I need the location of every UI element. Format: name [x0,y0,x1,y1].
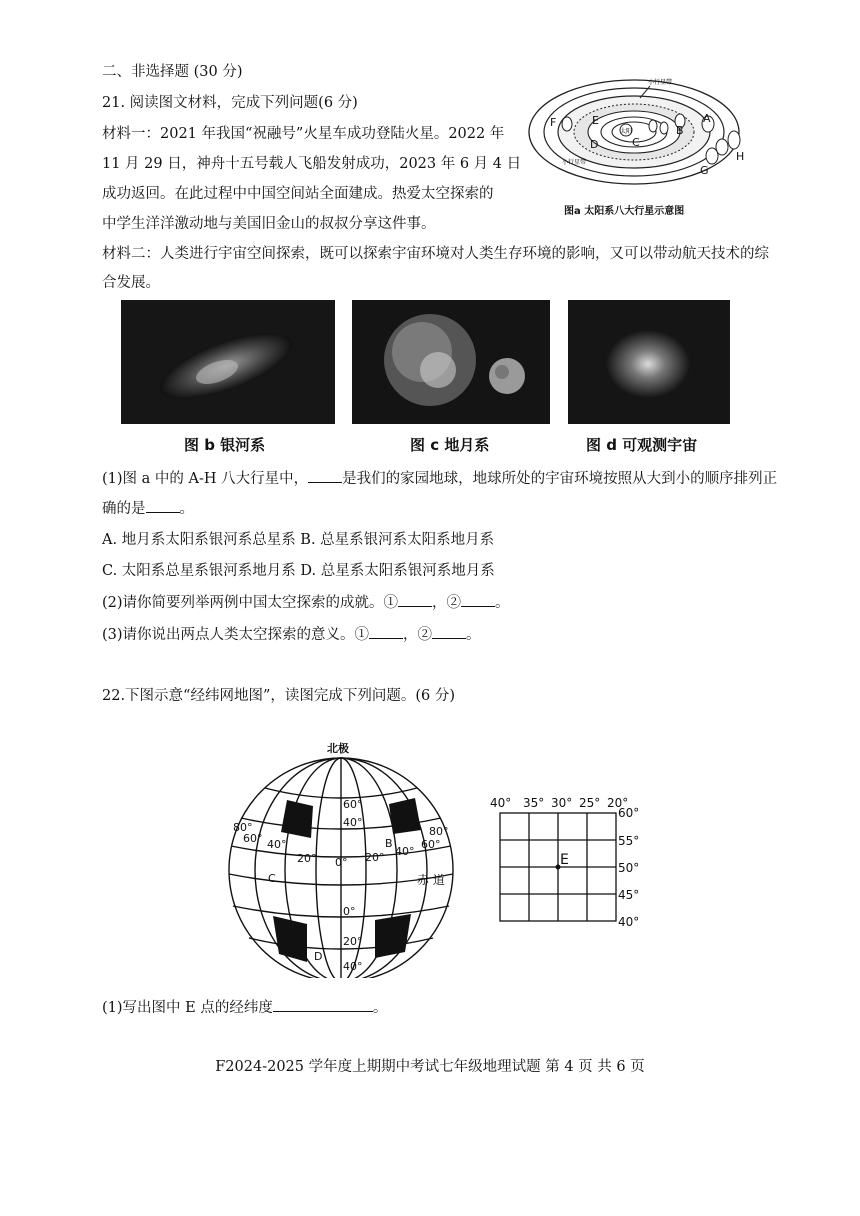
milky-way-image [121,300,335,424]
answer-blank-order[interactable] [146,498,180,513]
milky-way-photo [121,300,335,424]
globe-figure [215,738,467,978]
q21-sub1-line1 [102,468,777,489]
q22-sub1-end: 。 [372,1000,388,1016]
material1-line3: 成功返回。在此过程中中国空间站全面建成。热爱太空探索的 [102,186,494,202]
q21-title: 21. 阅读图文材料，完成下列问题(6 分) [102,95,358,111]
q21-sub1-text-a: (1)图 a 中的 A-H 八大行星中， [102,471,309,487]
globe-deg-20e: 20° [365,851,385,864]
answer-blank-achievement-1[interactable] [398,592,432,607]
q22-title: 22.下图示意“经纬网地图”，读图完成下列问题。(6 分) [102,688,456,704]
option-line-cd: C. 太阳系总星系银河系地月系 D. 总星系太阳系银河系地月系 [102,563,495,579]
grid-lon-40: 40° [490,796,512,810]
equator-label: 赤 道 [417,873,445,887]
photo-d-caption: 图 d 可观测宇宙 [586,436,698,454]
q21-sub2-end: 。 [495,595,510,611]
page-footer: F2024-2025 学年度上期期中考试七年级地理试题 第 4 页 共 6 页 [215,1059,645,1075]
observable-universe-image [568,300,730,424]
grid-lon-35: 35° [523,796,545,810]
svg-text:小行星带: 小行星带 [648,79,673,86]
grid-point-e: E [560,852,569,868]
planet-label-h: H [736,150,745,163]
planet-label-b: B [676,124,684,137]
solar-system-diagram [522,72,762,222]
globe-point-b: B [385,837,393,850]
grid-lat-45: 45° [618,888,640,902]
earth-moon-photo [352,300,550,424]
q22-sub1 [102,997,387,1018]
planet-label-d: D [590,138,599,151]
planet-label-f: F [550,116,557,129]
globe-deg-0-lat: 0° [343,905,356,918]
q21-sub3-text: (3)请你说出两点人类太空探索的意义。① [102,627,370,643]
globe-deg-40e: 40° [395,845,415,858]
section-heading: 二、非选择题 (30 分) [102,64,243,80]
material2-line1: 材料二：人类进行宇宙空间探索，既可以探索宇宙环境对人类生存环境的影响，又可以带动航天技术的综 [102,246,769,262]
q21-sub1-line2 [102,498,194,519]
svg-text:太阳: 太阳 [620,128,633,135]
globe-point-c: C [268,872,276,885]
grid-lat-55: 55° [618,834,640,848]
q21-sub1-text-c: 确的是 [102,501,146,517]
material1-line2: 11 月 29 日，神舟十五号载人飞船发射成功，2023 年 6 月 4 日 [102,156,522,172]
solar-system-figure [522,72,762,222]
grid-lat-60: 60° [618,806,640,820]
svg-text:小行星带: 小行星带 [562,159,587,166]
material2-line2: 合发展。 [102,275,160,291]
earth-moon-image [352,300,550,424]
globe-deg-80w: 80° [233,821,253,834]
q21-sub3-end: 。 [466,627,481,643]
planet-label-e: E [592,114,599,127]
north-pole-label: 北极 [327,742,349,755]
observable-universe-photo [568,300,730,424]
globe-deg-80e: 80° [429,825,449,838]
latlon-grid-lines [499,812,625,924]
planet-label-a: A [703,112,711,125]
latlon-grid-figure [490,796,650,936]
grid-lon-30: 30° [551,796,573,810]
grid-lon-20: 20° [607,796,629,810]
answer-blank-e-coordinates[interactable] [273,997,373,1012]
globe-deg-60e: 60° [421,838,441,851]
answer-blank-meaning-2[interactable] [432,624,466,639]
globe-deg-20w: 20° [297,852,317,865]
q21-sub2-text: (2)请你简要列举两例中国太空探索的成就。① [102,595,399,611]
q21-sub3 [102,624,481,645]
answer-blank-achievement-2[interactable] [461,592,495,607]
globe-deg-40w: 40° [267,838,287,851]
q21-sub1-end: 。 [179,501,194,517]
globe-deg-40s: 40° [343,960,363,973]
q21-sub3-mark: ，② [403,627,433,643]
material1-line1: 材料一：2021 年我国“祝融号”火星车成功登陆火星。2022 年 [102,126,505,142]
photo-b-caption: 图 b 银河系 [184,436,266,454]
q21-sub2-mark: ，② [432,595,462,611]
figure-a-caption: 图a 太阳系八大行星示意图 [564,206,685,217]
globe-deg-40n: 40° [343,816,363,829]
grid-lat-40: 40° [618,915,640,929]
globe-point-d: D [314,950,323,963]
answer-blank-earth[interactable] [308,468,342,483]
answer-blank-meaning-1[interactable] [369,624,403,639]
globe-deg-20s: 20° [343,935,363,948]
q22-sub1-text: (1)写出图中 E 点的经纬度 [102,1000,273,1016]
globe-point-a: A [398,927,406,940]
photo-c-caption: 图 c 地月系 [410,436,490,454]
q21-sub1-text-b: 是我们的家园地球，地球所处的宇宙环境按照从大到小的顺序排列正 [342,471,778,487]
material1-line4: 中学生洋洋激动地与美国旧金山的叔叔分享这件事。 [102,216,436,232]
q21-sub2 [102,592,510,613]
grid-lon-25: 25° [579,796,601,810]
option-line-ab: A. 地月系太阳系银河系总星系 B. 总星系银河系太阳系地月系 [102,532,495,548]
planet-label-g: G [700,164,709,177]
globe-deg-60n: 60° [343,798,363,811]
planet-label-c: C [632,136,640,149]
grid-lat-50: 50° [618,861,640,875]
globe-deg-60w: 60° [243,832,263,845]
globe-deg-0-lon: 0° [335,856,348,869]
